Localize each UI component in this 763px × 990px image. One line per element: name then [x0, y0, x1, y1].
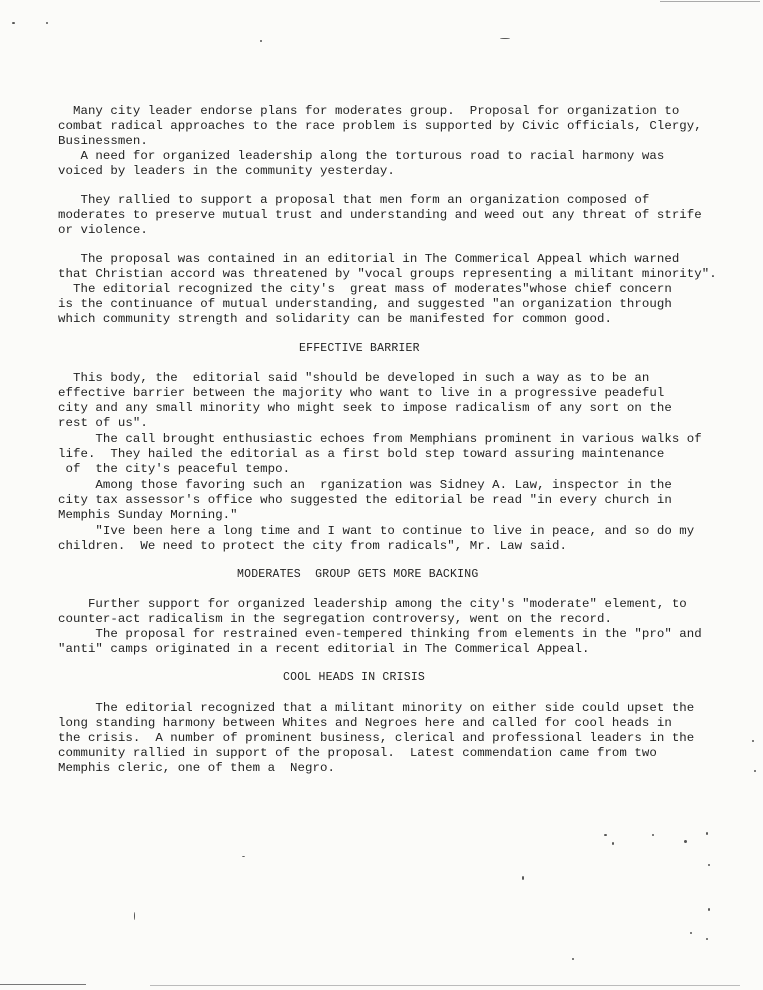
paragraph-line: community rallied in support of the proposal. Latest commendation came from two [58, 746, 657, 760]
scan-mark [708, 908, 710, 911]
scan-mark [260, 40, 262, 42]
top-scan-edge [660, 1, 760, 2]
scan-mark [708, 864, 710, 866]
paragraph-line: is the continuance of mutual understanding, and suggested "an organization through [58, 297, 672, 311]
bottom-scan-edge [0, 984, 86, 985]
paragraph-line: This body, the editorial said "should be developed in such a way as to be an [58, 371, 650, 385]
paragraph-line: The call brought enthusiastic echoes from Memphians prominent in various walks of [58, 432, 702, 446]
paragraph-line: children. We need to protect the city from radicals", Mr. Law said. [58, 539, 568, 553]
paragraph-line: counter-act radicalism in the segregation controversy, went on the record. [58, 612, 612, 626]
section-heading-moderates-group: MODERATES GROUP GETS MORE BACKING [237, 568, 479, 581]
scan-mark [684, 840, 687, 843]
paragraph-line: long standing harmony between Whites and Negroes here and called for cool heads in [58, 716, 672, 730]
paragraph-line: Many city leader endorse plans for moderates group. Proposal for organization to [58, 104, 680, 118]
paragraph-line: "anti" camps originated in a recent editorial in The Commerical Appeal. [58, 642, 590, 656]
section-heading-cool-heads: COOL HEADS IN CRISIS [283, 671, 426, 684]
scan-mark [242, 856, 245, 857]
paragraph-line: "Ive been here a long time and I want to continue to live in peace, and so do my [58, 524, 695, 538]
scan-mark [612, 842, 614, 845]
paragraph-line: city tax assessor's office who suggested the editorial be read "in every church in [58, 493, 672, 507]
scan-mark [134, 912, 135, 920]
scan-mark [706, 938, 708, 940]
scan-mark [754, 770, 756, 772]
paragraph-line: the crisis. A number of prominent business, clerical and professional leaders in the [58, 731, 695, 745]
paragraph-line: rest of us". [58, 416, 148, 430]
scan-mark [572, 958, 574, 960]
paragraph-line: The editorial recognized the city's great mass of moderates"whose chief concern [58, 282, 672, 296]
paragraph-line: The editorial recognized that a militant minority on either side could upset the [58, 701, 695, 715]
scan-mark [706, 832, 708, 835]
paragraph-line: which community strength and solidarity can be manifested for common good. [58, 312, 612, 326]
paragraph-line: life. They hailed the editorial as a first bold step toward assuring maintenance [58, 447, 665, 461]
paragraph-line: Further support for organized leadership among the city's "moderate" element, to [58, 597, 687, 611]
paragraph-line: They rallied to support a proposal that men form an organization composed of [58, 193, 650, 207]
scan-mark [46, 22, 48, 24]
scan-mark [522, 876, 524, 880]
scan-mark [500, 38, 510, 39]
paragraph-line: Memphis Sunday Morning." [58, 508, 238, 522]
paragraph-line: The proposal was contained in an editorial in The Commerical Appeal which warned [58, 252, 680, 266]
scan-mark [604, 834, 607, 836]
scan-mark [690, 932, 692, 934]
scan-mark [652, 834, 654, 836]
paragraph-line: Among those favoring such an rganization was Sidney A. Law, inspector in the [58, 478, 672, 492]
paragraph-line: or violence. [58, 223, 148, 237]
paragraph-line: effective barrier between the majority who want to live in a progressive peadeful [58, 386, 665, 400]
scan-mark [12, 22, 15, 24]
paragraph-line: of the city's peaceful tempo. [58, 462, 291, 476]
paragraph-line: city and any small minority who might seek to impose radicalism of any sort on the [58, 401, 672, 415]
paragraph-line: The proposal for restrained even-tempered thinking from elements in the "pro" and [58, 627, 702, 641]
section-heading-effective-barrier: EFFECTIVE BARRIER [299, 342, 420, 355]
scan-mark [752, 740, 754, 742]
paragraph-line: voiced by leaders in the community yesterday. [58, 164, 395, 178]
paragraph-line: moderates to preserve mutual trust and understanding and weed out any threat of strife [58, 208, 702, 222]
paragraph-line: Memphis cleric, one of them a Negro. [58, 761, 335, 775]
paragraph-line: that Christian accord was threatened by "vocal groups representing a militant minority". [58, 267, 717, 281]
paragraph-line: combat radical approaches to the race problem is supported by Civic officials, Clergy, [58, 119, 702, 133]
bottom-scan-edge [150, 985, 740, 986]
paragraph-line: Businessmen. [58, 134, 148, 148]
paragraph-line: A need for organized leadership along the torturous road to racial harmony was [58, 149, 665, 163]
